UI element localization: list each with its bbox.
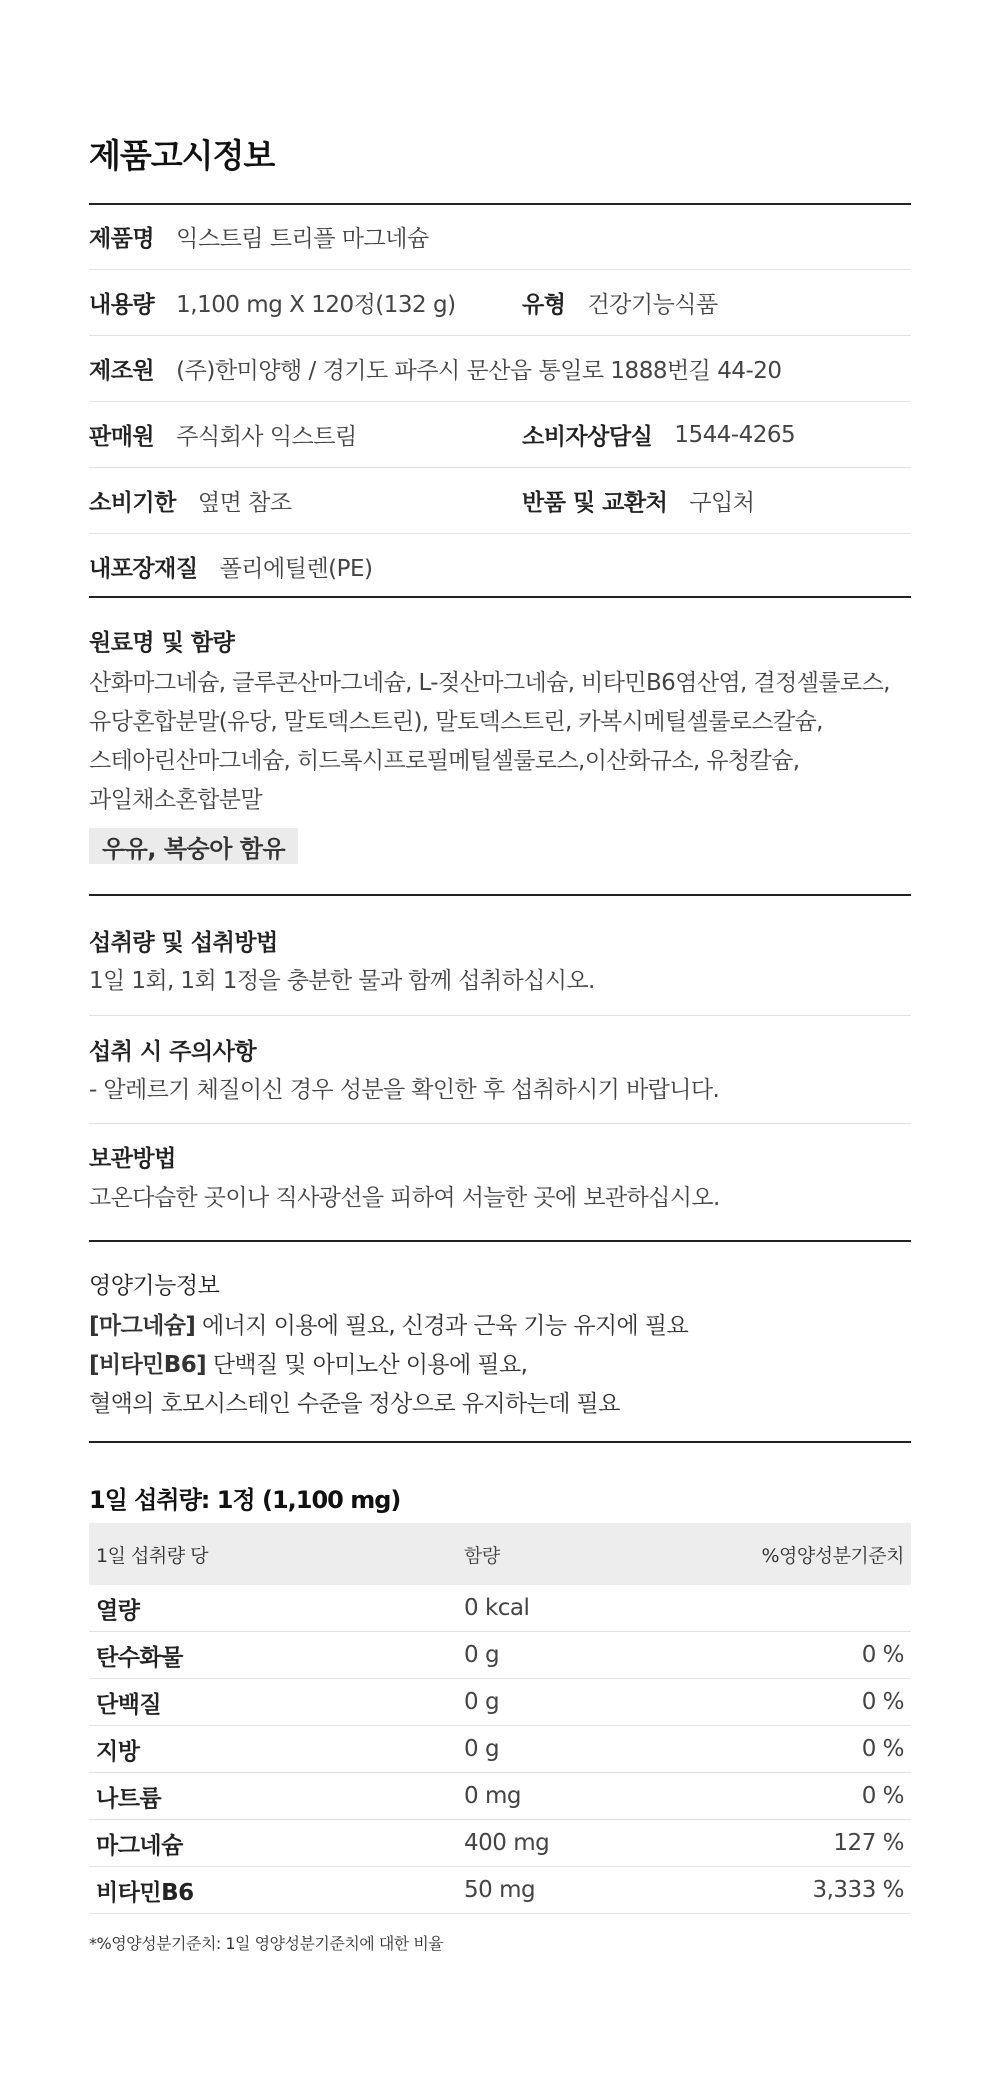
nutrient-name: 마그네슘: [96, 1832, 183, 1859]
function-title: 영양기능정보: [89, 1273, 220, 1299]
intake-title: 섭취량 및 섭취방법: [89, 930, 278, 956]
info-row-packaging: [89, 534, 911, 599]
packaging-label: 내포장재질: [89, 556, 198, 582]
nutrient-amount: 50 mg: [464, 1877, 536, 1903]
info-row-expiry: [89, 468, 911, 533]
product-name-value: 익스트림 트리플 마그네슘: [176, 226, 429, 252]
nutrient-percent: 127 %: [833, 1830, 904, 1856]
section-divider: [89, 1240, 911, 1242]
expiry-value: 옆면 참조: [197, 490, 292, 516]
nutrient-name: 지방: [96, 1738, 140, 1765]
info-row-seller: [89, 402, 911, 467]
expiry-label: 소비기한: [89, 490, 176, 516]
nutrient-amount: 0 g: [464, 1689, 500, 1715]
return-value: 구입처: [689, 490, 755, 516]
function-line: [89, 1385, 911, 1424]
type-label: 유형: [522, 292, 566, 318]
nutrient-percent: 0 %: [861, 1642, 904, 1668]
storage-line: 고온다습한 곳이나 직사광선을 피하여 서늘한 곳에 보관하십시오.: [89, 1185, 720, 1211]
ingredients-line: 유당혼합분말(유당, 말토덱스트린), 말토덱스트린, 카복시메틸셀룰로스칼슘,: [89, 709, 823, 735]
nutrient-name: 탄수화물: [96, 1644, 183, 1671]
nutrient-amount: 0 g: [464, 1642, 500, 1668]
nutrient-percent: 0 %: [861, 1689, 904, 1715]
ingredients-title: 원료명 및 함량: [89, 630, 235, 656]
table-row: [89, 1726, 911, 1773]
return-label: 반품 및 교환처: [522, 490, 668, 516]
seller-label: 판매원: [89, 424, 155, 450]
product-name-label: 제품명: [89, 226, 155, 252]
column-header-amount: 함량: [464, 1544, 500, 1567]
allergen-badge: 우유, 복숭아 함유: [89, 828, 298, 864]
function-desc: 에너지 이용에 필요, 신경과 근육 기능 유지에 필요: [195, 1313, 689, 1339]
nutrient-percent: 3,333 %: [812, 1877, 904, 1903]
storage-title: 보관방법: [89, 1146, 176, 1172]
intake-line: 1일 1회, 1회 1정을 충분한 물과 함께 섭취하십시오.: [89, 968, 595, 994]
content-value: 1,100 mg X 120정(132 g): [176, 292, 456, 318]
caution-text: [89, 1071, 911, 1110]
ingredients-line: 과일채소혼합분말: [89, 787, 262, 813]
content-label: 내용량: [89, 292, 155, 318]
row-divider: [89, 1015, 911, 1016]
footnote: *%영양성분기준치: 1일 영양성분기준치에 대한 비율: [89, 1934, 444, 1953]
nutrient-amount: 0 g: [464, 1736, 500, 1762]
manufacturer-value: (주)한미양행 / 경기도 파주시 문산읍 통일로 1888번길 44-20: [176, 358, 782, 384]
table-row: [89, 1773, 911, 1820]
info-row-content: [89, 270, 911, 335]
section-divider: [89, 1441, 911, 1443]
nutrient-name: 나트륨: [96, 1785, 162, 1812]
info-row-manufacturer: [89, 336, 911, 401]
function-line: [89, 1346, 911, 1385]
nutrient-name: 비타민B6: [96, 1879, 194, 1906]
caution-title: 섭취 시 주의사항: [89, 1039, 257, 1065]
consumer-center-label: 소비자상담실: [522, 424, 653, 450]
nutrient-percent: 0 %: [861, 1736, 904, 1762]
nutrition-table: [89, 1523, 911, 1914]
function-text: [89, 1307, 911, 1424]
column-header-percent: %영양성분기준치: [761, 1544, 904, 1567]
table-row: [89, 1867, 911, 1914]
section-divider: [89, 596, 911, 598]
type-value: 건강기능식품: [587, 292, 718, 318]
ingredients-text: [89, 664, 911, 820]
table-row: [89, 1632, 911, 1679]
seller-value: 주식회사 익스트림: [176, 424, 357, 450]
table-row: [89, 1679, 911, 1726]
manufacturer-label: 제조원: [89, 358, 155, 384]
info-row-product-name: [89, 204, 911, 269]
table-header: [89, 1523, 911, 1585]
function-tag-vitamin-b6: [비타민B6]: [89, 1352, 207, 1378]
nutrition-heading: 1일 섭취량: 1정 (1,100 mg): [89, 1486, 401, 1514]
nutrient-amount: 0 kcal: [464, 1595, 530, 1621]
function-desc: 혈액의 호모시스테인 수준을 정상으로 유지하는데 필요: [89, 1391, 620, 1417]
table-row: [89, 1820, 911, 1867]
intake-text: [89, 962, 911, 1001]
nutrient-amount: 0 mg: [464, 1783, 521, 1809]
consumer-center-value: 1544-4265: [674, 421, 796, 448]
function-tag-magnesium: [마그네슘]: [89, 1313, 196, 1339]
column-header-serving: 1일 섭취량 당: [96, 1544, 208, 1567]
page-title: 제품고시정보: [89, 136, 275, 175]
packaging-value: 폴리에틸렌(PE): [219, 556, 373, 582]
section-divider: [89, 894, 911, 896]
ingredients-line: 스테아린산마그네슘, 히드록시프로필메틸셀룰로스,이산화규소, 유청칼슘,: [89, 748, 800, 774]
nutrient-amount: 400 mg: [464, 1830, 550, 1856]
nutrient-name: 단백질: [96, 1691, 162, 1718]
row-divider: [89, 1123, 911, 1124]
storage-text: [89, 1179, 911, 1218]
ingredients-line: 산화마그네슘, 글루콘산마그네슘, L-젖산마그네슘, 비타민B6염산염, 결정셀룰로스,: [89, 670, 890, 696]
nutrient-name: 열량: [96, 1597, 140, 1624]
table-row: [89, 1585, 911, 1632]
function-line: [89, 1307, 911, 1346]
caution-line: - 알레르기 체질이신 경우 성분을 확인한 후 섭취하시기 바랍니다.: [89, 1077, 720, 1103]
nutrient-percent: 0 %: [861, 1783, 904, 1809]
function-desc: 단백질 및 아미노산 이용에 필요,: [206, 1352, 528, 1378]
